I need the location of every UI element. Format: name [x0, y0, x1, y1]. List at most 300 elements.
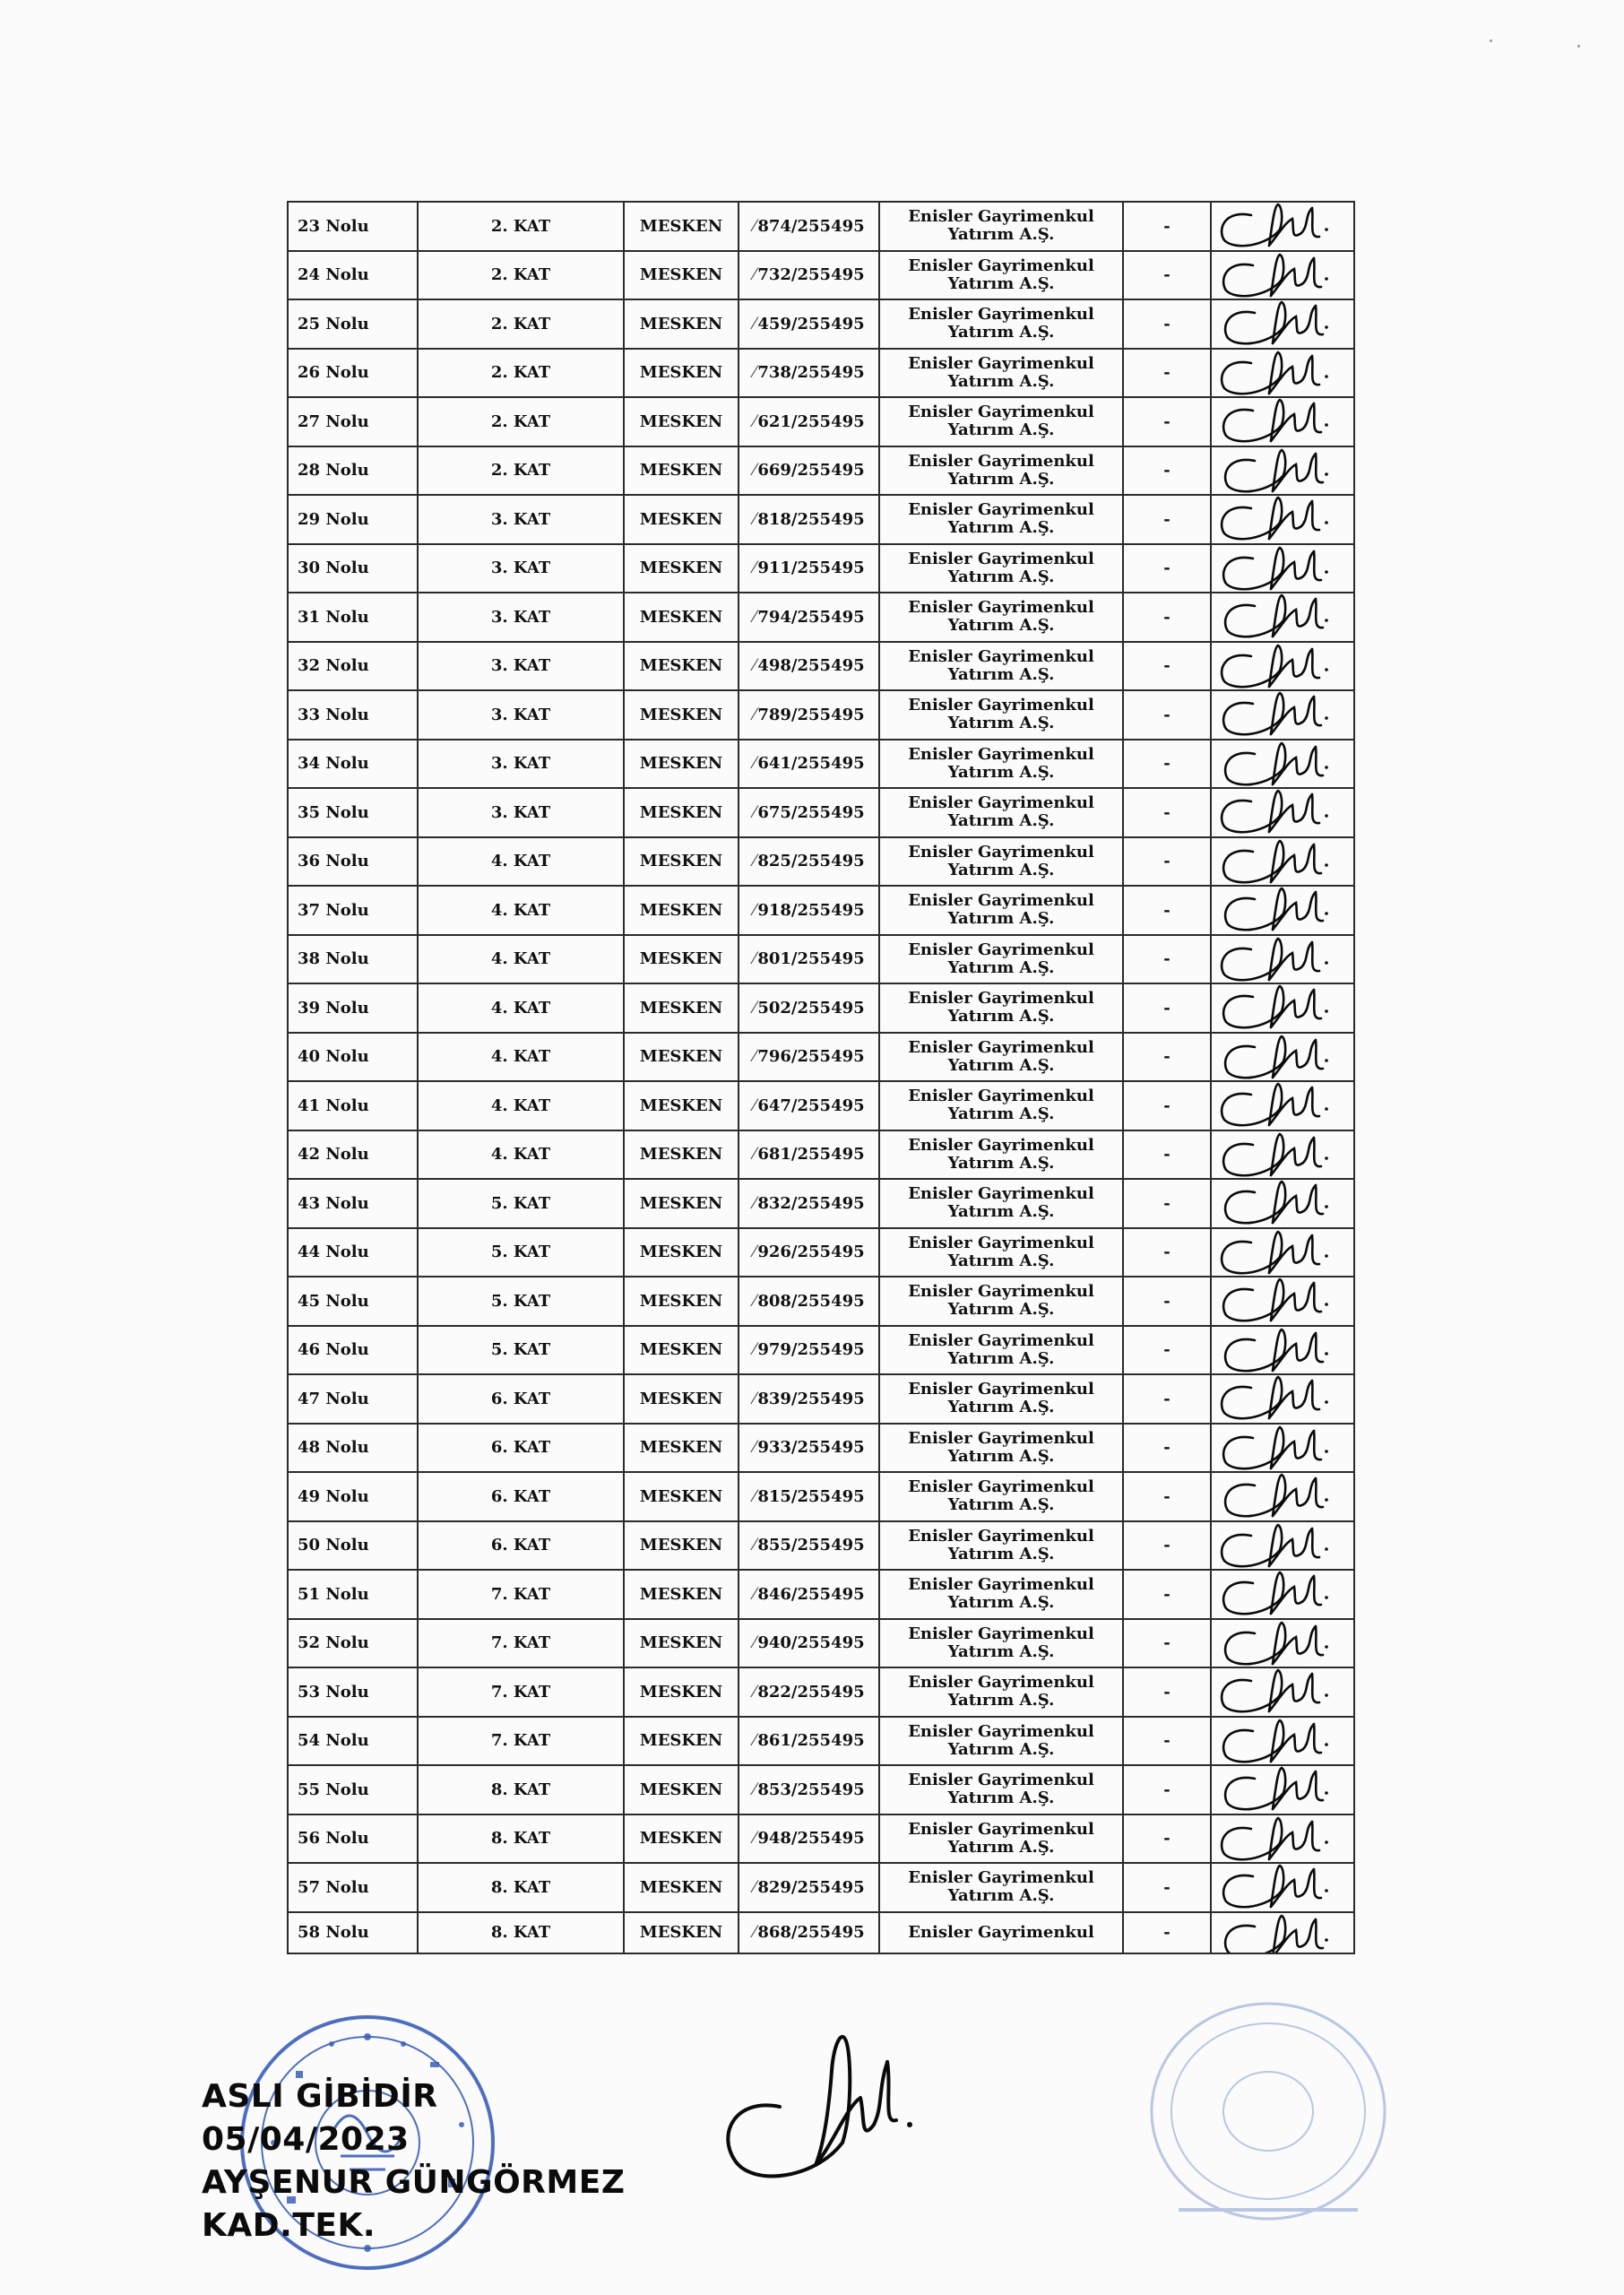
check-tick-icon: ⁄	[753, 900, 756, 920]
usage-type-cell: MESKEN	[624, 1424, 739, 1473]
row-signature	[1215, 1277, 1330, 1324]
empty-dash-cell: -	[1123, 1424, 1211, 1473]
empty-dash-cell: -	[1123, 1472, 1211, 1521]
unit-number-cell: 39 Nolu	[288, 983, 418, 1033]
land-share-value: 940/255495	[757, 1633, 865, 1653]
owner-cell	[879, 1765, 1123, 1814]
floor-cell: 5. KAT	[418, 1326, 624, 1375]
table-row	[288, 935, 1354, 984]
empty-dash-cell: -	[1123, 983, 1211, 1033]
owner-cell	[879, 837, 1123, 887]
row-signature	[1215, 1131, 1330, 1178]
floor-cell: 2. KAT	[418, 446, 624, 496]
floor-cell: 3. KAT	[418, 495, 624, 544]
owner-cell	[879, 1081, 1123, 1130]
row-signature	[1215, 740, 1330, 787]
owner-name-line-1: Enisler Gayrimenkul	[908, 549, 1094, 568]
signature-cell	[1211, 397, 1354, 446]
owner-name-line-2: Yatırım A.Ş.	[947, 664, 1055, 684]
table-row	[288, 1326, 1354, 1375]
row-signature	[1215, 1913, 1330, 1953]
row-signature	[1215, 1766, 1330, 1813]
table-row	[288, 1570, 1354, 1619]
handwritten-signature	[717, 2008, 932, 2187]
land-share-value: 832/255495	[757, 1193, 865, 1213]
owner-name-line-2: Yatırım A.Ş.	[947, 1348, 1055, 1368]
unit-number-cell: 55 Nolu	[288, 1765, 418, 1814]
check-tick-icon: ⁄	[753, 509, 756, 529]
signature-cell	[1211, 1570, 1354, 1619]
owner-name-line-1: Enisler Gayrimenkul	[908, 1282, 1094, 1302]
owner-name-line-1: Enisler Gayrimenkul	[908, 1673, 1094, 1693]
owner-name-line-2: Yatırım A.Ş.	[947, 1691, 1055, 1710]
empty-dash-cell: -	[1123, 1033, 1211, 1082]
floor-cell: 6. KAT	[418, 1374, 624, 1424]
check-tick-icon: ⁄	[753, 1291, 756, 1311]
floor-cell: 2. KAT	[418, 202, 624, 251]
empty-dash-cell: -	[1123, 1130, 1211, 1180]
owner-name-line-2: Yatırım A.Ş.	[947, 1788, 1055, 1808]
floor-cell: 5. KAT	[418, 1179, 624, 1228]
row-signature	[1215, 1034, 1330, 1080]
unit-number-cell: 35 Nolu	[288, 788, 418, 837]
owner-name-line-1: Enisler Gayrimenkul	[908, 1087, 1094, 1106]
signature-cell	[1211, 1424, 1354, 1473]
owner-name-line-2: Yatırım A.Ş.	[947, 811, 1055, 831]
usage-type-cell: MESKEN	[624, 1130, 739, 1180]
signature-cell	[1211, 837, 1354, 887]
unit-number-cell: 53 Nolu	[288, 1667, 418, 1717]
owner-name-line-1: Enisler Gayrimenkul	[908, 1922, 1094, 1942]
row-signature	[1215, 300, 1330, 347]
certification-date: 05/04/2023	[202, 2121, 410, 2158]
row-signature	[1215, 1375, 1330, 1422]
usage-type-cell: MESKEN	[624, 1521, 739, 1571]
owner-name-line-2: Yatırım A.Ş.	[947, 225, 1055, 245]
signature-cell	[1211, 788, 1354, 837]
land-share-cell	[739, 1912, 879, 1953]
signature-cell	[1211, 1667, 1354, 1717]
usage-type-cell: MESKEN	[624, 1374, 739, 1424]
unit-number-cell: 40 Nolu	[288, 1033, 418, 1082]
table-row	[288, 983, 1354, 1033]
owner-name-line-2: Yatırım A.Ş.	[947, 420, 1055, 440]
check-tick-icon: ⁄	[753, 314, 756, 333]
unit-number-cell: 47 Nolu	[288, 1374, 418, 1424]
owner-cell	[879, 983, 1123, 1033]
land-share-value: 796/255495	[757, 1047, 865, 1067]
owner-name-line-1: Enisler Gayrimenkul	[908, 1477, 1094, 1497]
owner-name-line-2: Yatırım A.Ş.	[947, 1446, 1055, 1466]
check-tick-icon: ⁄	[753, 1923, 756, 1942]
land-share-value: 808/255495	[757, 1291, 865, 1311]
empty-dash-cell: -	[1123, 1277, 1211, 1326]
empty-dash-cell: -	[1123, 495, 1211, 544]
usage-type-cell: MESKEN	[624, 788, 739, 837]
check-tick-icon: ⁄	[753, 1047, 756, 1067]
floor-cell: 7. KAT	[418, 1717, 624, 1766]
check-tick-icon: ⁄	[753, 461, 756, 481]
empty-dash-cell: -	[1123, 299, 1211, 349]
empty-dash-cell: -	[1123, 690, 1211, 740]
unit-number-cell: 38 Nolu	[288, 935, 418, 984]
owner-cell	[879, 1033, 1123, 1082]
row-signature	[1215, 252, 1330, 299]
floor-cell: 8. KAT	[418, 1863, 624, 1912]
owner-name-line-2: Yatırım A.Ş.	[947, 1739, 1055, 1759]
owner-cell	[879, 202, 1123, 251]
land-share-value: 621/255495	[757, 411, 865, 431]
land-share-cell	[739, 1765, 879, 1814]
land-share-value: 825/255495	[757, 852, 865, 871]
signature-cell	[1211, 690, 1354, 740]
unit-number-cell: 32 Nolu	[288, 642, 418, 691]
empty-dash-cell: -	[1123, 1814, 1211, 1864]
land-share-cell	[739, 349, 879, 398]
owner-cell	[879, 593, 1123, 642]
land-share-value: 647/255495	[757, 1096, 865, 1115]
signature-cell	[1211, 740, 1354, 789]
owner-cell	[879, 1863, 1123, 1912]
owner-name-line-2: Yatırım A.Ş.	[947, 762, 1055, 782]
table-row	[288, 349, 1354, 398]
usage-type-cell: MESKEN	[624, 202, 739, 251]
check-tick-icon: ⁄	[753, 705, 756, 724]
check-tick-icon: ⁄	[753, 1438, 756, 1458]
owner-name-line-1: Enisler Gayrimenkul	[908, 1575, 1094, 1595]
signature-cell	[1211, 935, 1354, 984]
owner-name-line-1: Enisler Gayrimenkul	[908, 598, 1094, 618]
land-share-cell	[739, 1179, 879, 1228]
unit-number-cell: 49 Nolu	[288, 1472, 418, 1521]
unit-number-cell: 34 Nolu	[288, 740, 418, 789]
land-share-cell	[739, 251, 879, 300]
check-tick-icon: ⁄	[753, 1780, 756, 1799]
table-row	[288, 1130, 1354, 1180]
table-row	[288, 544, 1354, 593]
land-share-cell	[739, 935, 879, 984]
row-signature	[1215, 1425, 1330, 1471]
table-row	[288, 495, 1354, 544]
floor-cell: 3. KAT	[418, 642, 624, 691]
owner-name-line-2: Yatırım A.Ş.	[947, 1495, 1055, 1515]
row-signature	[1215, 838, 1330, 885]
signature-cell	[1211, 1326, 1354, 1375]
row-signature	[1215, 1327, 1330, 1373]
usage-type-cell: MESKEN	[624, 495, 739, 544]
signature-cell	[1211, 642, 1354, 691]
land-share-value: 675/255495	[757, 802, 865, 822]
owner-name-line-1: Enisler Gayrimenkul	[908, 1135, 1094, 1155]
signature-cell	[1211, 1619, 1354, 1668]
empty-dash-cell: -	[1123, 1570, 1211, 1619]
usage-type-cell: MESKEN	[624, 1081, 739, 1130]
table-row	[288, 690, 1354, 740]
floor-cell: 4. KAT	[418, 1130, 624, 1180]
owner-name-line-2: Yatırım A.Ş.	[947, 860, 1055, 879]
row-signature	[1215, 593, 1330, 640]
signature-cell	[1211, 983, 1354, 1033]
table-row	[288, 788, 1354, 837]
usage-type-cell: MESKEN	[624, 690, 739, 740]
owner-cell	[879, 1717, 1123, 1766]
empty-dash-cell: -	[1123, 397, 1211, 446]
owner-cell	[879, 1521, 1123, 1571]
table-row	[288, 1081, 1354, 1130]
usage-type-cell: MESKEN	[624, 642, 739, 691]
owner-name-line-1: Enisler Gayrimenkul	[908, 1721, 1094, 1741]
owner-name-line-2: Yatırım A.Ş.	[947, 909, 1055, 929]
owner-name-line-1: Enisler Gayrimenkul	[908, 1037, 1094, 1057]
owner-cell	[879, 1179, 1123, 1228]
owner-cell	[879, 1130, 1123, 1180]
table-row	[288, 1765, 1354, 1814]
owner-name-line-1: Enisler Gayrimenkul	[908, 305, 1094, 325]
owner-cell	[879, 935, 1123, 984]
empty-dash-cell: -	[1123, 1326, 1211, 1375]
owner-cell	[879, 1326, 1123, 1375]
usage-type-cell: MESKEN	[624, 1814, 739, 1864]
row-signature	[1215, 545, 1330, 592]
owner-cell	[879, 788, 1123, 837]
owner-cell	[879, 1619, 1123, 1668]
floor-cell: 5. KAT	[418, 1277, 624, 1326]
empty-dash-cell: -	[1123, 544, 1211, 593]
usage-type-cell: MESKEN	[624, 1277, 739, 1326]
table-row	[288, 1863, 1354, 1912]
row-signature	[1215, 1668, 1330, 1715]
empty-dash-cell: -	[1123, 349, 1211, 398]
usage-type-cell: MESKEN	[624, 1472, 739, 1521]
floor-cell: 8. KAT	[418, 1814, 624, 1864]
row-signature	[1215, 1815, 1330, 1862]
check-tick-icon: ⁄	[753, 216, 756, 236]
land-share-cell	[739, 544, 879, 593]
land-share-cell	[739, 1277, 879, 1326]
empty-dash-cell: -	[1123, 1863, 1211, 1912]
table-row	[288, 642, 1354, 691]
check-tick-icon: ⁄	[753, 265, 756, 285]
table-row	[288, 1374, 1354, 1424]
owner-name-line-1: Enisler Gayrimenkul	[908, 500, 1094, 520]
usage-type-cell: MESKEN	[624, 886, 739, 935]
table-row	[288, 299, 1354, 349]
land-share-value: 822/255495	[757, 1682, 865, 1702]
owner-name-line-2: Yatırım A.Ş.	[947, 469, 1055, 489]
land-share-value: 868/255495	[757, 1923, 865, 1942]
check-tick-icon: ⁄	[753, 1243, 756, 1262]
check-tick-icon: ⁄	[753, 1536, 756, 1555]
table-row	[288, 740, 1354, 789]
land-share-value: 641/255495	[757, 754, 865, 774]
usage-type-cell: MESKEN	[624, 1179, 739, 1228]
signature-cell	[1211, 1081, 1354, 1130]
empty-dash-cell: -	[1123, 1179, 1211, 1228]
owner-cell	[879, 1912, 1123, 1953]
empty-dash-cell: -	[1123, 1228, 1211, 1277]
floor-cell: 3. KAT	[418, 593, 624, 642]
check-tick-icon: ⁄	[753, 1486, 756, 1506]
row-signature	[1215, 1473, 1330, 1520]
row-signature	[1215, 887, 1330, 933]
unit-number-cell: 45 Nolu	[288, 1277, 418, 1326]
row-signature	[1215, 691, 1330, 738]
row-signature	[1215, 203, 1330, 249]
signature-cell	[1211, 1912, 1354, 1953]
check-tick-icon: ⁄	[753, 1829, 756, 1849]
empty-dash-cell: -	[1123, 1619, 1211, 1668]
land-share-cell	[739, 1667, 879, 1717]
unit-number-cell: 30 Nolu	[288, 544, 418, 593]
certification-name: AYŞENUR GÜNGÖRMEZ	[202, 2164, 626, 2201]
owner-name-line-2: Yatırım A.Ş.	[947, 1593, 1055, 1613]
faded-seal-stamp	[1125, 1986, 1412, 2255]
land-share-cell	[739, 1570, 879, 1619]
empty-dash-cell: -	[1123, 1912, 1211, 1953]
unit-number-cell: 50 Nolu	[288, 1521, 418, 1571]
owner-name-line-1: Enisler Gayrimenkul	[908, 1526, 1094, 1546]
owner-name-line-1: Enisler Gayrimenkul	[908, 353, 1094, 373]
table-row	[288, 886, 1354, 935]
owner-cell	[879, 1374, 1123, 1424]
empty-dash-cell: -	[1123, 446, 1211, 496]
signature-cell	[1211, 1717, 1354, 1766]
certification-stamp	[202, 2075, 625, 2247]
owner-name-line-2: Yatırım A.Ş.	[947, 567, 1055, 586]
owner-cell	[879, 251, 1123, 300]
check-tick-icon: ⁄	[753, 1877, 756, 1897]
empty-dash-cell: -	[1123, 202, 1211, 251]
owner-name-line-1: Enisler Gayrimenkul	[908, 1330, 1094, 1350]
owner-cell	[879, 446, 1123, 496]
unit-number-cell: 42 Nolu	[288, 1130, 418, 1180]
usage-type-cell: MESKEN	[624, 544, 739, 593]
empty-dash-cell: -	[1123, 1081, 1211, 1130]
owner-name-line-1: Enisler Gayrimenkul	[908, 842, 1094, 862]
owner-name-line-1: Enisler Gayrimenkul	[908, 451, 1094, 471]
floor-cell: 8. KAT	[418, 1765, 624, 1814]
row-signature	[1215, 398, 1330, 445]
unit-number-cell: 44 Nolu	[288, 1228, 418, 1277]
signature-cell	[1211, 299, 1354, 349]
check-tick-icon: ⁄	[753, 1145, 756, 1165]
table-row	[288, 202, 1354, 251]
land-share-cell	[739, 886, 879, 935]
floor-cell: 7. KAT	[418, 1570, 624, 1619]
land-share-value: 818/255495	[757, 509, 865, 529]
table-row	[288, 1228, 1354, 1277]
signature-cell	[1211, 495, 1354, 544]
empty-dash-cell: -	[1123, 788, 1211, 837]
property-register-table	[287, 201, 1355, 1954]
signature-cell	[1211, 593, 1354, 642]
owner-cell	[879, 299, 1123, 349]
owner-name-line-2: Yatırım A.Ş.	[947, 1886, 1055, 1906]
floor-cell: 4. KAT	[418, 837, 624, 887]
empty-dash-cell: -	[1123, 1374, 1211, 1424]
unit-number-cell: 23 Nolu	[288, 202, 418, 251]
land-share-value: 933/255495	[757, 1438, 865, 1458]
land-share-value: 911/255495	[757, 559, 865, 578]
owner-cell	[879, 740, 1123, 789]
owner-name-line-1: Enisler Gayrimenkul	[908, 1868, 1094, 1888]
land-share-value: 732/255495	[757, 265, 865, 285]
table-row	[288, 1277, 1354, 1326]
table-body	[288, 202, 1354, 1953]
unit-number-cell: 25 Nolu	[288, 299, 418, 349]
check-tick-icon: ⁄	[753, 607, 756, 627]
row-signature	[1215, 1620, 1330, 1667]
usage-type-cell: MESKEN	[624, 1717, 739, 1766]
floor-cell: 4. KAT	[418, 886, 624, 935]
usage-type-cell: MESKEN	[624, 1326, 739, 1375]
land-share-cell	[739, 983, 879, 1033]
land-share-cell	[739, 1717, 879, 1766]
owner-name-line-2: Yatırım A.Ş.	[947, 957, 1055, 977]
owner-cell	[879, 1570, 1123, 1619]
unit-number-cell: 41 Nolu	[288, 1081, 418, 1130]
owner-cell	[879, 397, 1123, 446]
land-share-value: 801/255495	[757, 949, 865, 969]
empty-dash-cell: -	[1123, 1667, 1211, 1717]
certification-title: KAD.TEK.	[202, 2207, 376, 2244]
signature-cell	[1211, 1765, 1354, 1814]
land-share-cell	[739, 1033, 879, 1082]
floor-cell: 2. KAT	[418, 349, 624, 398]
land-share-cell	[739, 740, 879, 789]
land-share-cell	[739, 299, 879, 349]
owner-name-line-1: Enisler Gayrimenkul	[908, 1184, 1094, 1204]
signature-cell	[1211, 251, 1354, 300]
check-tick-icon: ⁄	[753, 1731, 756, 1751]
table-row	[288, 251, 1354, 300]
unit-number-cell: 29 Nolu	[288, 495, 418, 544]
floor-cell: 7. KAT	[418, 1667, 624, 1717]
check-tick-icon: ⁄	[753, 852, 756, 871]
certification-line-1: ASLI GİBİDİR	[202, 2078, 438, 2115]
land-share-value: 738/255495	[757, 363, 865, 383]
empty-dash-cell: -	[1123, 1521, 1211, 1571]
unit-number-cell: 33 Nolu	[288, 690, 418, 740]
check-tick-icon: ⁄	[753, 411, 756, 431]
signature-cell	[1211, 349, 1354, 398]
owner-name-line-2: Yatırım A.Ş.	[947, 273, 1055, 293]
signature-cell	[1211, 1228, 1354, 1277]
floor-cell: 7. KAT	[418, 1619, 624, 1668]
empty-dash-cell: -	[1123, 1765, 1211, 1814]
signature-cell	[1211, 1277, 1354, 1326]
owner-cell	[879, 544, 1123, 593]
land-share-cell	[739, 788, 879, 837]
check-tick-icon: ⁄	[753, 1340, 756, 1360]
signature-cell	[1211, 1521, 1354, 1571]
land-share-cell	[739, 1130, 879, 1180]
check-tick-icon: ⁄	[753, 949, 756, 969]
signature-cell	[1211, 1863, 1354, 1912]
land-share-value: 459/255495	[757, 314, 865, 333]
row-signature	[1215, 1718, 1330, 1764]
usage-type-cell: MESKEN	[624, 1765, 739, 1814]
table-row	[288, 1424, 1354, 1473]
row-signature	[1215, 447, 1330, 494]
land-share-value: 681/255495	[757, 1145, 865, 1165]
owner-name-line-2: Yatırım A.Ş.	[947, 518, 1055, 538]
floor-cell: 2. KAT	[418, 299, 624, 349]
owner-name-line-1: Enisler Gayrimenkul	[908, 989, 1094, 1009]
owner-name-line-2: Yatırım A.Ş.	[947, 371, 1055, 391]
usage-type-cell: MESKEN	[624, 837, 739, 887]
owner-name-line-2: Yatırım A.Ş.	[947, 616, 1055, 636]
